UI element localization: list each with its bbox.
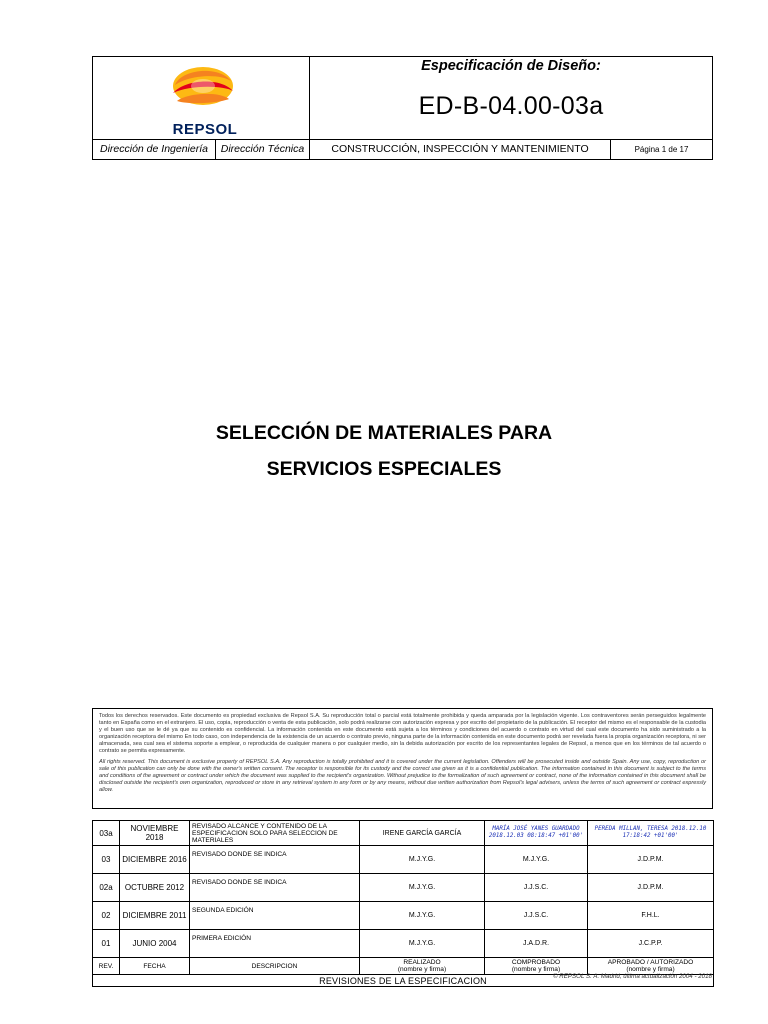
col-header-aprobado	[588, 958, 714, 975]
rev-number: 03	[93, 846, 120, 874]
col-header-rev: REV.	[93, 958, 120, 975]
rev-comprobado: J.J.S.C.	[485, 902, 588, 930]
rev-number: 01	[93, 930, 120, 958]
rev-description: PRIMERA EDICIÓN	[190, 930, 360, 958]
rev-aprobado: F.H.L.	[588, 902, 714, 930]
rev-comprobado: M.J.Y.G.	[485, 846, 588, 874]
area-label: CONSTRUCCIÓN, INSPECCIÓN Y MANTENIMIENTO	[310, 140, 611, 159]
table-row	[93, 821, 714, 846]
rev-date: NOVIEMBRE 2018	[120, 821, 190, 846]
page-number: Página 1 de 17	[634, 145, 689, 154]
legal-notice	[92, 708, 713, 809]
table-header-row	[93, 958, 714, 975]
rev-comprobado: J.A.D.R.	[485, 930, 588, 958]
spec-title: Especificación de Diseño:	[421, 58, 601, 74]
rev-realizado: M.J.Y.G.	[360, 846, 485, 874]
rev-description: REVISADO DONDE SE INDICA	[190, 846, 360, 874]
col-header-aprobado-label: APROBADO / AUTORIZADO	[607, 959, 694, 966]
legal-notice-spanish: Todos los derechos reservados. Este documento es propiedad exclusiva de Repsol S.A. Su reproducción total o parcial está totalmente prohibida y queda amparada por la legislación vigente. Los contraventores serán perseguidos legalmente tanto en España como en el extranjero. El uso, copia, reproducción o venta de esta publicación, solo podrá realizarse con autorización expresa y por escrito del propietario de la publicación. El receptor del mismo es el responsable de la custodia y el buen uso que se le dé ya que su contenido es confidencial. La información contenida en este documento está sujeta a los términos y condiciones del acuerdo o contrato en virtud del cual este documento ha sido suministrado a la organización receptora del mismo En todo caso, con independencia de la existencia de un acuerdo o contrato previo, ninguna parte de la información contenida en este documento podrá ser revelada fuera la propia organización receptora, ni ser almacenada, sea cual sea el sistema soporte a emplear, o reproducida de cualquier manera o por cualquier medio, sin la debida autorización por escrito de los representantes legales de Repsol, a menos que en los términos de tal acuerdo o contrato se permita expresamente.	[99, 713, 706, 755]
rev-realizado: M.J.Y.G.	[360, 902, 485, 930]
col-header-descripcion: DESCRIPCION	[190, 958, 360, 975]
rev-date: OCTUBRE 2012	[120, 874, 190, 902]
table-row	[93, 902, 714, 930]
rev-description: REVISADO ALCANCE Y CONTENIDO DE LA ESPECIFICACION SOLO PARA SELECCION DE MATERIALES	[190, 821, 360, 846]
document-title-line-2: SERVICIOS ESPECIALES	[266, 458, 502, 480]
logo-wordmark: REPSOL	[172, 121, 238, 138]
rev-comprobado: J.J.S.C.	[485, 874, 588, 902]
repsol-logo	[163, 63, 247, 139]
rev-date: DICIEMBRE 2011	[120, 902, 190, 930]
rev-number: 02a	[93, 874, 120, 902]
col-header-comprobado	[485, 958, 588, 975]
direccion-ingenieria: Dirección de Ingeniería	[93, 140, 216, 159]
spec-code: ED-B-04.00-03a	[418, 92, 604, 120]
document-header	[92, 56, 713, 160]
revisions-footer: REVISIONES DE LA ESPECIFICACION	[93, 975, 714, 987]
table-row	[93, 846, 714, 874]
header-top-row	[93, 57, 712, 139]
rev-description: SEGUNDA EDICIÓN	[190, 902, 360, 930]
document-title-line-1: SELECCIÓN DE MATERIALES PARA	[215, 422, 553, 444]
header-info-row	[93, 139, 712, 159]
table-row	[93, 874, 714, 902]
col-header-fecha: FECHA	[120, 958, 190, 975]
rev-aprobado: J.D.P.M.	[588, 846, 714, 874]
rev-date: JUNIO 2004	[120, 930, 190, 958]
rev-date: DICIEMBRE 2016	[120, 846, 190, 874]
rev-realizado: IRENE GARCÍA GARCÍA	[360, 821, 485, 846]
rev-aprobado: J.C.P.P.	[588, 930, 714, 958]
direccion-tecnica: Dirección Técnica	[216, 140, 310, 159]
col-header-comprobado-label: COMPROBADO	[511, 959, 561, 966]
table-row	[93, 930, 714, 958]
copyright-notice: © REPSOL S. A. Madrid, última actualización 2004 - 2018	[553, 973, 712, 980]
col-header-comprobado-sub: (nombre y firma)	[511, 966, 561, 973]
rev-realizado: M.J.Y.G.	[360, 874, 485, 902]
rev-comprobado-signature: MARÍA JOSÉ YANES GUARDADO 2018.12.03 08:18:47 +01'00'	[485, 821, 588, 846]
col-header-realizado-label: REALIZADO	[403, 959, 441, 966]
revisions-table	[92, 820, 714, 987]
rev-number: 02	[93, 902, 120, 930]
col-header-realizado	[360, 958, 485, 975]
rev-aprobado: J.D.P.M.	[588, 874, 714, 902]
legal-notice-english: All rights reserved. This document is exclusive property of REPSOL S.A. Any reproduction is totally prohibited and it is covered under the current legislation. Offenders will be prosecuted inside and outside Spain. Any use, copy, reproduction or sale of this publication can only be done with the owner's written consent. The receptor is responsible for its custody and the correct use given as it is a confidential publication. The information contained in this document is subject to the terms and conditions of the agreement or contract under which the document was supplied to the recipient's organization. Without prejudice to the formalization of such agreement or contract, none of the information contained in this document shall be disclosed outside the recipient's own organization, reproduced or store in any retrieval system in any form or by any means, without due written authorization from Repsol's legal advisers, unless the terms of such agreement or contract expressly allow.	[99, 758, 706, 793]
logo-cell	[93, 57, 310, 139]
rev-description: REVISADO DONDE SE INDICA	[190, 874, 360, 902]
rev-aprobado-signature: PEREDA MILLAN, TERESA 2018.12.10 17:18:42 +01'00'	[588, 821, 714, 846]
rev-number: 03a	[93, 821, 120, 846]
col-header-realizado-sub: (nombre y firma)	[397, 966, 447, 973]
rev-realizado: M.J.Y.G.	[360, 930, 485, 958]
col-header-aprobado-sub: (nombre y firma)	[626, 966, 675, 973]
